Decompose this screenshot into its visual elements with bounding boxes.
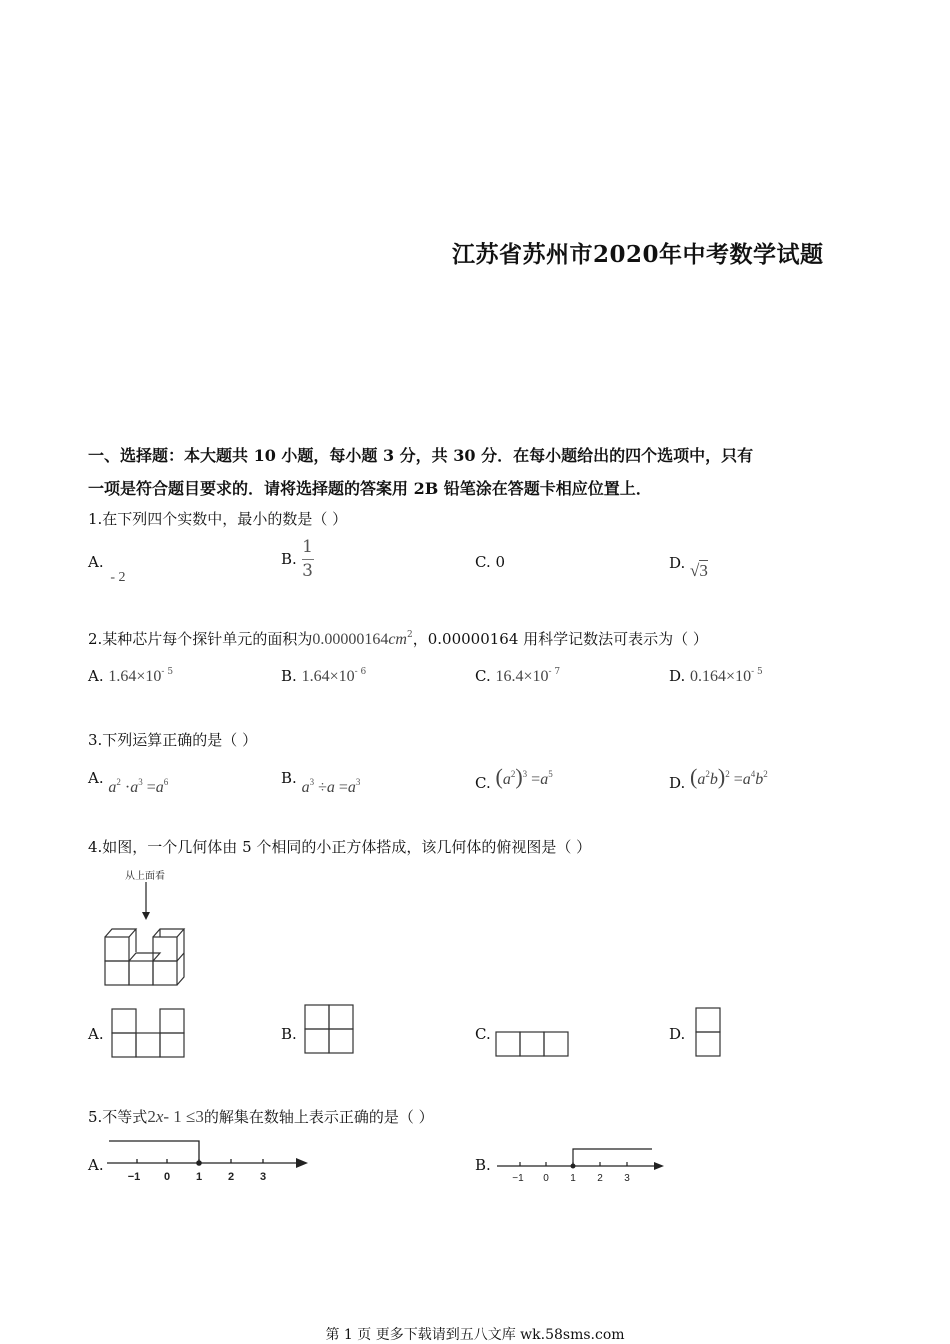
q3-option-b-label: B. <box>281 769 297 787</box>
q2-option-c <box>475 667 560 686</box>
q2-stem-post: ，0.00000164 用科学记数法可表示为（ ） <box>412 630 708 648</box>
solid-dot-icon <box>196 1160 202 1166</box>
q2-option-a-label: A. <box>88 667 104 685</box>
q4-figure-label: 从上面看 <box>125 871 165 882</box>
q5-option-b-svg <box>494 1144 669 1188</box>
q2-option-d-mantissa: 0.164 <box>690 668 727 685</box>
q4-option-d-svg <box>695 1007 723 1059</box>
var-a: a <box>130 779 139 796</box>
solid-dot-icon <box>571 1164 576 1169</box>
tick-label: 1 <box>195 1171 203 1183</box>
exp: 3 <box>355 777 361 787</box>
q2-option-c-times: ×10 <box>523 668 549 685</box>
cube-top <box>129 953 160 961</box>
q2-stem-number: 0.00000164 <box>312 631 389 648</box>
q4-option-b-label: B. <box>281 1025 297 1043</box>
q2-option-b-exp: - 6 <box>354 667 367 677</box>
q4-option-c-view <box>495 1031 573 1063</box>
q4-option-c-label: C. <box>475 1025 491 1043</box>
q3-option-d-label: D. <box>669 774 686 792</box>
q2-option-a-exp: - 5 <box>161 667 174 677</box>
q4-solid-figure <box>100 866 195 988</box>
q4-option-d-label: D. <box>669 1025 686 1043</box>
q4-option-a-view <box>111 1008 189 1064</box>
q1-option-b-fraction <box>302 539 314 580</box>
q2-stem-pre: 2.某种芯片每个探针单元的面积为 <box>88 630 313 648</box>
solution-range <box>573 1149 652 1166</box>
exp: 5 <box>548 769 553 779</box>
q4-option-a-label: A. <box>88 1025 104 1043</box>
q4-option-d-view <box>695 1007 723 1063</box>
q3-option-a <box>88 768 169 796</box>
q5-option-b-label: B. <box>475 1156 491 1174</box>
var-a: a <box>697 771 706 788</box>
q1-stem: 1.在下列四个实数中，最小的数是（ ） <box>88 510 348 528</box>
q5-option-a-numberline <box>104 1138 314 1190</box>
q3-option-c-expr: $(a^2)^3 =a^5$ <box>495 764 553 789</box>
q3-stem: 3.下列运算正确的是（ ） <box>88 731 258 749</box>
q2-option-a-mantissa: 1.64 <box>108 668 137 685</box>
cube-stack <box>105 929 184 985</box>
q4-option-c-svg <box>495 1031 573 1059</box>
tick-label: −1 <box>127 1171 141 1183</box>
q5-expr-coef: 2 <box>147 1107 156 1126</box>
exp: 3 <box>522 769 528 779</box>
exp: 3 <box>138 777 143 787</box>
exp: 4 <box>750 769 756 779</box>
var-a: a <box>540 771 549 788</box>
tick-label: 2 <box>227 1171 235 1183</box>
var-a: a <box>301 779 310 796</box>
q1-option-a-value: - 2 <box>110 570 126 585</box>
q3-option-d <box>669 764 768 790</box>
q1-option-c-label: C. <box>475 553 491 571</box>
q1-option-d <box>669 553 708 580</box>
cube-face <box>105 961 129 985</box>
section-heading-line1: 一、选择题：本大题共 10 小题，每小题 3 分，共 30 分．在每小题给出的四个选项中，只有 <box>88 446 754 465</box>
sqrt-radicand: 3 <box>699 561 708 580</box>
q2-option-b-label: B. <box>281 667 297 685</box>
q2-option-d <box>669 667 763 686</box>
tick-label: 3 <box>624 1173 630 1184</box>
q5-expr-rest: - 1 ≤3 <box>163 1107 204 1126</box>
q1-option-d-label: D. <box>669 554 686 572</box>
tick-label: 3 <box>259 1171 267 1183</box>
q3-option-a-label: A. <box>88 769 104 787</box>
fraction-bar <box>302 559 314 560</box>
q3-option-b-expr: $a^3 \div a =a^3$ <box>301 777 361 796</box>
tick-label: 0 <box>543 1173 549 1184</box>
var-a: a <box>108 779 117 796</box>
fraction-numerator: 1 <box>302 537 313 557</box>
q2-option-b <box>281 667 366 686</box>
var-b: b <box>755 771 764 788</box>
fraction-denominator: 3 <box>302 561 313 581</box>
cube-face <box>129 961 153 985</box>
var-b: b <box>709 771 718 788</box>
q4-option-b-view <box>304 1004 356 1060</box>
exp: 2 <box>763 769 768 779</box>
q1-option-c <box>475 553 505 571</box>
cube-face <box>105 937 129 961</box>
q1-option-c-value: 0 <box>495 553 506 571</box>
page-title: 江苏省苏州市2020年中考数学试题 <box>452 241 824 268</box>
solution-range <box>109 1141 199 1163</box>
sqrt-icon: √ <box>690 561 700 580</box>
var-a: a <box>155 779 164 796</box>
q3-option-d-expr: $(a^2b)^2 =a^4b^2$ <box>690 764 768 789</box>
var-a: a <box>742 771 751 788</box>
q2-option-d-label: D. <box>669 667 686 685</box>
q3-option-c-label: C. <box>475 774 491 792</box>
q1-option-b <box>281 539 314 580</box>
cube-edge <box>177 953 184 961</box>
q3-option-a-expr: $a^2 \cdot a^3 =a^6$ <box>108 777 169 796</box>
tick-label: 2 <box>597 1173 603 1184</box>
q1-option-a-label: A. <box>88 553 104 571</box>
tick-label: −1 <box>512 1173 524 1184</box>
cube-top <box>105 929 136 937</box>
q2-option-d-exp: - 5 <box>751 667 763 677</box>
q1-option-b-label: B. <box>281 549 297 568</box>
q5-option-a-label: A. <box>88 1156 104 1174</box>
var-a: a <box>502 771 511 788</box>
q1-option-a <box>88 553 126 585</box>
exp: 2 <box>510 769 516 779</box>
q2-stem-unit-exp: 2 <box>406 630 413 640</box>
q5-option-b-numberline <box>494 1144 669 1192</box>
q4-solid-figure-svg <box>100 866 195 988</box>
q1-option-d-sqrt <box>690 561 708 580</box>
q2-option-a-times: ×10 <box>136 668 162 685</box>
tick-label: 1 <box>570 1173 576 1184</box>
exp: 6 <box>163 777 169 787</box>
var-a: a <box>347 779 356 796</box>
q2-option-d-times: ×10 <box>726 668 752 685</box>
cube-top <box>153 929 184 937</box>
cube-face <box>153 961 177 985</box>
exp: 2 <box>725 769 730 779</box>
q2-option-c-label: C. <box>475 667 491 685</box>
axis-arrow-icon <box>296 1158 308 1168</box>
q3-option-b <box>281 768 361 796</box>
exp: 3 <box>309 777 315 787</box>
q2-option-b-times: ×10 <box>329 668 355 685</box>
q5-expr-var: x <box>155 1107 164 1126</box>
section-heading-line2: 一项是符合题目要求的．请将选择题的答案用 2B 铅笔涂在答题卡相应位置上． <box>88 479 652 498</box>
var-a: a <box>326 779 335 796</box>
q3-option-c <box>475 764 553 790</box>
exp: 2 <box>705 769 710 779</box>
q5-stem <box>88 1106 434 1127</box>
q4-option-b-svg <box>304 1004 356 1056</box>
axis-arrow-icon <box>654 1162 664 1170</box>
q2-stem-unit: cm <box>388 631 407 648</box>
tick-label: 0 <box>163 1171 171 1183</box>
q5-stem-pre: 5.不等式 <box>88 1108 148 1126</box>
page-footer: 第 1 页 更多下载请到五八文库 wk.58sms.com <box>325 1327 625 1343</box>
q2-option-c-mantissa: 16.4 <box>495 668 524 685</box>
q5-option-a-svg <box>104 1138 314 1186</box>
q2-option-a <box>88 667 173 686</box>
q2-stem <box>88 628 708 649</box>
q4-stem: 4.如图，一个几何体由 5 个相同的小正方体搭成，该几何体的俯视图是（ ） <box>88 838 592 856</box>
q5-stem-post: 的解集在数轴上表示正确的是（ ） <box>203 1108 434 1126</box>
exp: 2 <box>116 777 121 787</box>
arrow-down-icon <box>142 912 150 920</box>
q2-option-c-exp: - 7 <box>548 667 561 677</box>
q4-option-a-svg <box>111 1008 189 1060</box>
q2-option-b-mantissa: 1.64 <box>301 668 330 685</box>
